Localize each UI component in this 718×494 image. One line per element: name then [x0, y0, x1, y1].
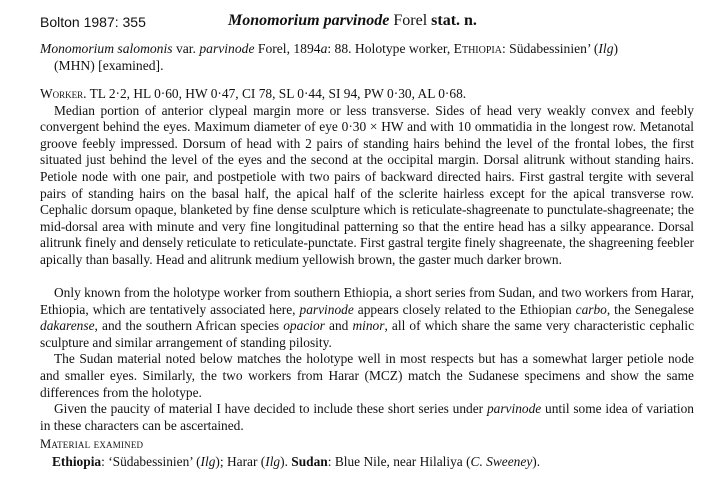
mat-country-2: Sudan	[291, 454, 328, 469]
syn-text-2: Forel, 1894	[254, 41, 321, 56]
syn-text-3: : 88. Holotype worker,	[327, 41, 454, 56]
mat-t4: : Blue Nile, near Hilaliya (	[327, 454, 471, 469]
syn-name: Monomorium salomonis	[40, 41, 173, 56]
n1e: and	[324, 318, 353, 334]
syn-varname: parvinode	[199, 41, 255, 56]
species-author: Forel	[393, 12, 428, 29]
syn-text-1: var.	[172, 41, 200, 56]
mat-t3: ).	[280, 454, 292, 469]
n1-sp5: minor	[352, 318, 385, 334]
material-list	[52, 454, 692, 471]
species-title	[228, 12, 477, 30]
worker-measurements-line	[40, 86, 694, 103]
syn-line-2: (MHN) [examined].	[54, 58, 164, 73]
syn-text-5: )	[613, 41, 619, 56]
notes-paragraph-1	[40, 285, 694, 351]
worker-label: Worker	[40, 86, 84, 101]
mat-t1: : ‘Südabessinien’ (	[101, 454, 201, 469]
n3-sp: parvinode	[486, 401, 542, 417]
mat-i2: Ilg	[265, 454, 281, 469]
mat-t2: ); Harar (	[215, 454, 266, 469]
worker-description-text: Median portion of anterior clypeal margin more or less transverse. Sides of head very weakly convex and feebly convergent behind the eyes. Maximum diameter of eye 0·30 × HW and with 10 ommatidia in the longest row. Metanotal groove feebly impressed. Dorsum of head with 2 pairs of standing hairs behind the level of the frontal lobes, the first situated just behind the level of the eyes and the second at the occipital margin. Dorsal alitrunk without standing hairs. Petiole node with one pair, and postpetiole with two pairs of backward directed hairs. First gastral tergite with several pairs of standing hairs on the basal half, the apical half of the sclerite hairless except for the apical transverse row. Cephalic dorsum opaque, blanketed by fine dense sculpture which is reticulate-shagreenate to punctulate-shagreenate; the mid-dorsal area with minute and very fine longitudinal patterning so that the entire head has a silky appearance. Dorsal alitrunk finely and densely reticulate to reticulate-punctate. First gastral tergite finely shagreenate, the shagreening feebler apically than basally. Head and alitrunk medium yellowish brown, the gaster much darker brown.	[40, 102, 694, 267]
syn-suffix: a	[320, 41, 328, 56]
n1c: , the Senegalese	[606, 301, 694, 317]
n1b: appears closely related to the Ethiopian	[353, 301, 576, 317]
syn-coll: Ilg	[598, 41, 614, 56]
n3a: Given the paucity of material I have decided to include these short series under	[54, 401, 487, 417]
syn-text-4: : Südabessinien’ (	[501, 41, 599, 56]
worker-description	[40, 86, 694, 269]
n1d: , and the southern African species	[94, 318, 284, 334]
notes-paragraph-3	[40, 401, 694, 434]
n1a: Only known from the holotype worker from southern Ethiopia, a short series from Sudan, and two workers from Harar, Ethiopia, which are tentatively associated here,	[40, 285, 694, 317]
n1-sp4: opacior	[283, 318, 325, 334]
n3b: until some idea of variation in these characters can be ascertained.	[40, 401, 695, 433]
source-citation: Bolton 1987: 355	[40, 14, 146, 30]
mat-country-1: Ethiopia	[52, 454, 102, 469]
mat-i1: Ilg	[200, 454, 216, 469]
syn-country: Ethiopia	[453, 41, 502, 56]
species-status: stat. n.	[431, 12, 477, 29]
taxonomic-notes	[40, 285, 694, 434]
n1-sp1: parvinode	[299, 301, 354, 317]
mat-t5: ).	[532, 454, 541, 469]
material-heading: Material examined	[40, 437, 144, 451]
species-name: Monomorium parvinode	[228, 12, 390, 29]
notes-paragraph-2: The Sudan material noted below matches the holotype well in most respects but has a somewhat larger petiole node and smaller eyes. Similarly, the two workers from Harar (MCZ) match the Sudanese specimens and show the same differences from the holotype.	[40, 351, 694, 400]
mat-i3: C. Sweeney	[470, 454, 533, 469]
worker-measurements: . TL 2·2, HL 0·60, HW 0·47, CI 78, SL 0·44, SI 94, PW 0·30, AL 0·68.	[83, 86, 467, 101]
n1-sp2: carbo	[575, 301, 607, 317]
n1-sp3: dakarense	[40, 318, 95, 334]
synonymy-entry	[40, 40, 690, 74]
n1f: , all of which share the same very characteristic cephalic sculpture and similar arrangement of standing pilosity.	[40, 318, 695, 350]
